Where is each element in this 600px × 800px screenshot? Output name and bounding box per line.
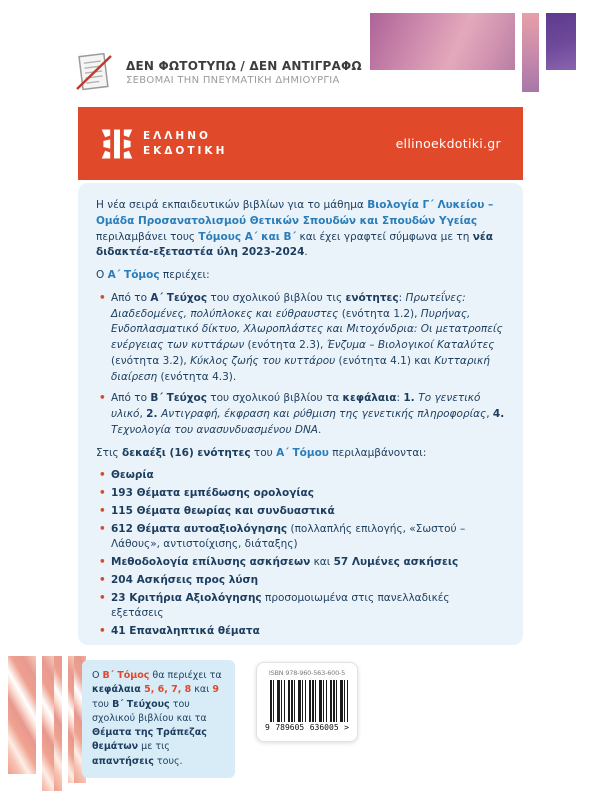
includes-intro: Στις δεκαέξι (16) ενότητες του Α΄ Τόμου περιλαμβάνονται: [96, 446, 427, 459]
list-item: • Μεθοδολογία επίλυσης ασκήσεων και 57 Λυμένες ασκήσεις [96, 555, 505, 571]
contents-bullet-list [96, 468, 505, 640]
barcode-bars [270, 680, 348, 722]
publisher-logo [100, 127, 227, 161]
list-item: • 193 Θέματα εμπέδωσης ορολογίας [96, 486, 505, 502]
decor-pink-rectangle [370, 13, 515, 70]
no-photocopy-text [126, 59, 362, 86]
intro-paragraph: Η νέα σειρά εκπαιδευτικών βιβλίων για το μάθημα Βιολογία Γ΄ Λυκείου – Ομάδα Προσανατολισμού Θετικών Σπουδών και Σπουδών Υγείας περιλαμβάνει τους Τόμους Α΄ και Β΄ και έχει γραφτεί σύμφωνα με τη νέα διδακτέα-εξεταστέα ύλη 2023-2024. [96, 199, 494, 259]
decor-strip [8, 656, 36, 774]
list-item: • Θεωρία [96, 468, 505, 484]
decor-purple-rectangle [546, 13, 576, 70]
barcode-digit-right: 636005 [309, 723, 339, 732]
publisher-logo-text [143, 129, 227, 157]
no-photocopy-notice [72, 50, 362, 94]
isbn-label: ISBN 978-960-563-600-5 [268, 669, 346, 677]
barcode-tail: > [344, 723, 349, 732]
list-item: • 115 Θέματα θεωρίας και συνδυαστικά [96, 504, 505, 520]
teyxos-bullet-list [96, 291, 505, 439]
publisher-banner [78, 107, 523, 180]
publisher-logo-line1: ΕΛΛΗΝΟ [143, 130, 211, 143]
publisher-logo-line2: ΕΚΔΟΤΙΚΗ [143, 144, 228, 157]
list-item: • 41 Επαναληπτικά θέματα [96, 624, 505, 640]
no-photocopy-title: ΔΕΝ ΦΩΤΟΤΥΠΩ / ΔΕΝ ΑΝΤΙΓΡΑΦΩ [126, 58, 362, 73]
list-item: • 23 Κριτήρια Αξιολόγησης προσομοιωμένα στις πανελλαδικές εξετάσεις [96, 591, 505, 623]
publisher-website: ellinoekdotiki.gr [395, 136, 501, 151]
decor-bottom-left-strips [8, 656, 86, 791]
list-item: • Από το Α΄ Τεύχος του σχολικού βιβλίου τις ενότητες: Πρωτεΐνες: Διαδεδομένες, πολύπλοκες και εύθραυστες (ενότητα 1.2), Πυρήνας, Ενδοπλασματικό δίκτυο, Χλωροπλάστες και Μιτοχόνδρια: Οι μετατροπείς ενέργειας των κυττάρων (ενότητα 2.3), Ένζυμα – Βιολογικοί Καταλύτες (ενότητα 3.2), Κύκλος ζωής του κυττάρου (ενότητα 4.1) και Κυτταρική διαίρεση (ενότητα 4.3). [96, 291, 505, 386]
tomos-b-note: Ο Β΄ Τόμος θα περιέχει τα κεφάλαια 5, 6, 7, 8 και 9 του Β΄ Τεύχους του σχολικού βιβλίου και τα Θέματα της Τράπεζας θεμάτων με τις απαντήσεις τους. [82, 660, 235, 778]
no-photocopy-icon [72, 50, 116, 94]
decor-strip [42, 656, 62, 791]
tomos-a-heading: Ο Α΄ Τόμος περιέχει: [96, 269, 210, 281]
list-item: • 612 Θέματα αυτοαξιολόγησης (πολλαπλής επιλογής, «Σωστού – Λάθους», αντιστοίχισης, διάταξης) [96, 522, 505, 554]
publisher-logo-mark-icon [100, 127, 134, 161]
list-item: • 204 Ασκήσεις προς λύση [96, 573, 505, 589]
barcode-card [256, 662, 358, 742]
barcode-digit-left: 9 [265, 723, 270, 732]
no-photocopy-subtitle: ΣΕΒΟΜΑΙ ΤΗΝ ΠΝΕΥΜΑΤΙΚΗ ΔΗΜΙΟΥΡΓΙΑ [126, 74, 340, 86]
barcode-digits [264, 723, 350, 732]
barcode-digit-mid: 789605 [275, 723, 305, 732]
book-description-panel [78, 183, 523, 645]
list-item: • Από το Β΄ Τεύχος του σχολικού βιβλίου τα κεφάλαια: 1. Το γενετικό υλικό, 2. Αντιγραφή, έκφραση και ρύθμιση της γενετικής πληροφορίας, 4. Τεχνολογία του ανασυνδυασμένου DNA. [96, 391, 505, 438]
decor-pink-bar [522, 13, 539, 92]
